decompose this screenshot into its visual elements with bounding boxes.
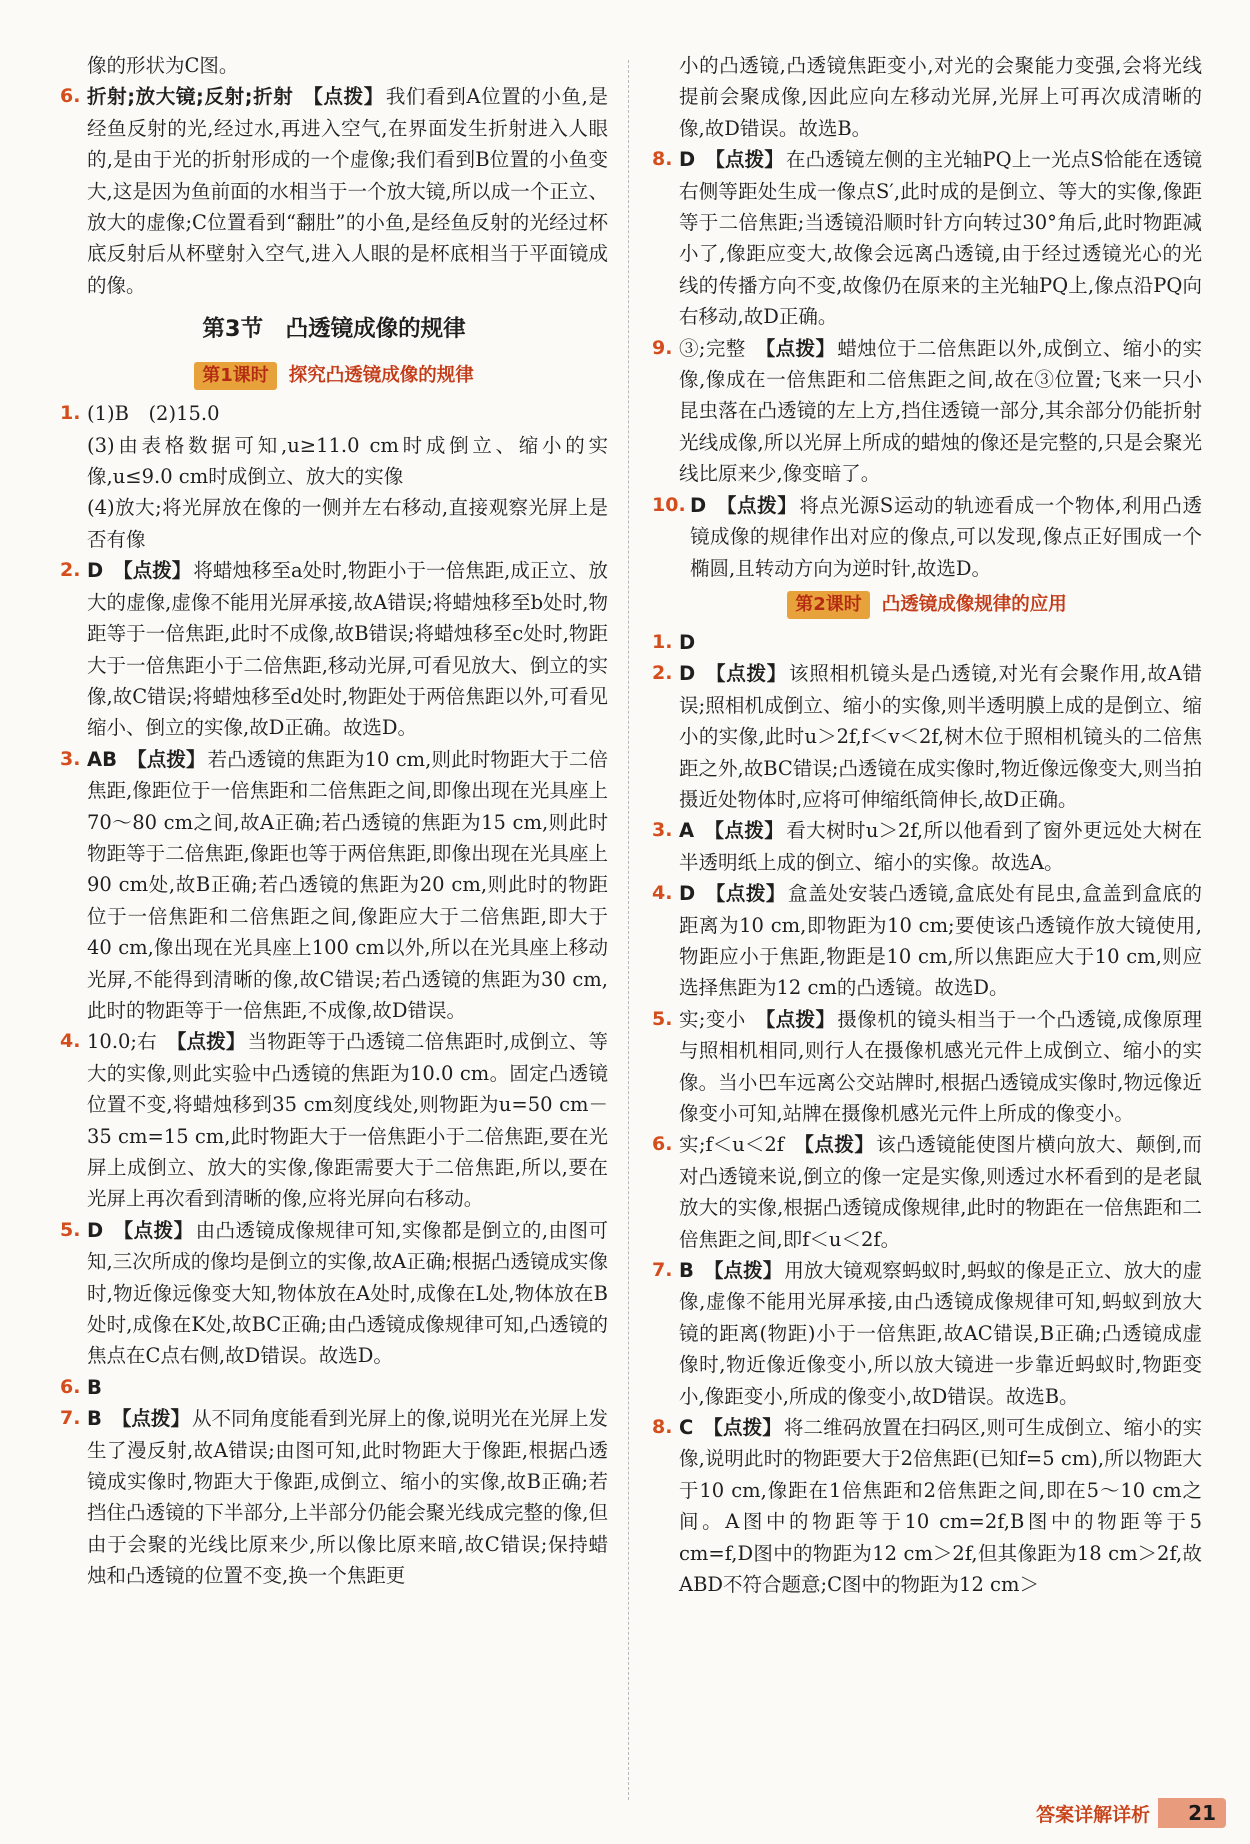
answer-item: 1. (1)B (2)15.0 (3)由表格数据可知,u≥11.0 cm时成倒立、缩小的实像,u≤9.0 cm时成倒立、放大的实像 (4)放大;将光屏放在像的一侧并左右移动,直接观察光屏上是否有像 [60,402,608,551]
answer-item: 8. C 【点拨】 将二维码放置在扫码区,则可生成倒立、缩小的实像,说明此时的物距要大于2倍焦距(已知f=5 cm),所以物距大于10 cm,像距在1倍焦距和2倍焦距之间,即在5～10 cm之间。A图中的物距等于10 cm=2f,B图中的物距等于5 cm=f,D图中的物距为12 cm＞2f,但其像距为18 cm＞2f,故ABD不符合题意;C图中的物距为12 cm＞ [652,1416,1202,1597]
answer-item: 9. ③;完整 【点拨】 蜡烛位于二倍焦距以外,成倒立、缩小的实像,像成在一倍焦距和二倍焦距之间,故在③位置;飞来一只小昆虫落在凸透镜的左上方,挡住透镜一部分,其余部分仍能折射光线成像,所以光屏上所成的蜡烛的像还是完整的,只是会聚光线比原来少,像变暗了。 [652,336,1202,486]
page-number: 21 [1158,1798,1226,1828]
answer-item: 10. D 【点拨】 将点光源S运动的轨迹看成一个物体,利用凸透镜成像的规律作出对应的像点,可以发现,像点正好围成一个椭圆,且转动方向为逆时针,故选D。 [652,493,1202,580]
answer-item: 5. 实;变小 【点拨】 摄像机的镜头相当于一个凸透镜,成像原理与照相机相同,则行人在摄像机感光元件上成倒立、缩小的实像。当小巴车远离公交站牌时,根据凸透镜成实像时,物远像近像变小可知,站牌在摄像机感光元件上所成的像变小。 [652,1007,1202,1125]
section-title: 第3节 凸透镜成像的规律 [202,316,466,343]
right-column [652,50,1202,1601]
continued-text: 像的形状为C图。 [87,54,239,77]
lesson-heading [60,355,608,396]
answer-item: 7. B 【点拨】 用放大镜观察蚂蚁时,蚂蚁的像是正立、放大的虚像,虚像不能用光屏承接,由凸透镜成像规律可知,蚂蚁到放大镜的距离(物距)小于一倍焦距,故AC错误,B正确;凸透镜成虚像时,物近像近像变小,所以放大镜进一步靠近蚂蚁时,物距变小,像距变小,所成的像变小,故D错误。故选B。 [652,1259,1202,1408]
lesson-badge: 第1课时 [194,362,277,390]
answer-item: 8. D 【点拨】 在凸透镜左侧的主光轴PQ上一光点S恰能在透镜右侧等距处生成一像点S′,此时成的是倒立、等大的实像,像距等于二倍焦距;当透镜沿顺时针方向转过30°角后,此时物距减小了,像距应变大,故像会远离凸透镜,由于经过透镜光心的光线的传播方向不变,故像仍在原来的主光轴PQ上,像点沿PQ向右移动,故D正确。 [652,148,1202,329]
answer-item: 3. A 【点拨】 看大树时u＞2f,所以他看到了窗外更远处大树在半透明纸上成的倒立、缩小的实像。故选A。 [652,819,1202,874]
answer-item: 6. B [60,1375,102,1399]
answer-item: 7. B 【点拨】 从不同角度能看到光屏上的像,说明光在光屏上发生了漫反射,故A错误;由图可知,此时物距大于像距,根据凸透镜成实像时,物距大于像距,成倒立、缩小的实像,故B正确;若挡住凸透镜的下半部分,上半部分仍能会聚光线成完整的像,但由于会聚的光线比原来少,所以像比原来暗,故C错误;保持蜡烛和凸透镜的位置不变,换一个焦距更 [60,1407,608,1588]
lesson-badge: 第2课时 [787,591,870,619]
answer-item: 6. 实;f＜u＜2f 【点拨】 该凸透镜能使图片横向放大、颠倒,而对凸透镜来说,倒立的像一定是实像,则透过水杯看到的是老鼠放大的实像,根据凸透镜成像规律,此时的物距在一倍焦距和二倍焦距之间,即f＜u＜2f。 [652,1133,1202,1251]
answer-item: 3. AB 【点拨】 若凸透镜的焦距为10 cm,则此时物距大于二倍焦距,像距位于一倍焦距和二倍焦距之间,即像出现在光具座上70～80 cm之间,故A正确;若凸透镜的焦距为15 cm,则此时物距等于二倍焦距,像距也等于两倍焦距,即像出现在光具座上90 cm处,故B正确;若凸透镜的焦距为20 cm,则此时的物距位于一倍焦距和二倍焦距之间,像距应大于二倍焦距,即大于40 cm,像出现在光具座上100 cm以外,所以在光具座上移动光屏,不能得到清晰的像,故C错误;若凸透镜的焦距为30 cm,此时的物距等于一倍焦距,不成像,故D错误。 [60,747,608,1022]
answer-item: 1. D [652,630,696,654]
lesson-title: 凸透镜成像规律的应用 [881,593,1067,615]
answer-item: 5. D 【点拨】 由凸透镜成像规律可知,实像都是倒立的,由图可知,三次所成的像均是倒立的实像,故A正确;根据凸透镜成实像时,物近像远像变大知,物体放在A处时,成像在L处,物体放在B处时,成像在K处,故BC正确;由凸透镜成像规律可知,凸透镜的焦点在C点右侧,故D错误。故选D。 [60,1218,608,1368]
continued-text: 小的凸透镜,凸透镜焦距变小,对光的会聚能力变强,会将光线提前会聚成像,因此应向左移动光屏,光屏上可再次成清晰的像,故D错误。故选B。 [679,54,1202,140]
column-divider [628,60,629,1800]
answer-item: 6. 折射;放大镜;反射;折射 【点拨】 我们看到A位置的小鱼,是经鱼反射的光,经过水,再进入空气,在界面发生折射进入人眼的,是由于光的折射形成的一个虚像;我们看到B位置的小鱼变大,这是因为鱼前面的水相当于一个放大镜,所以成一个正立、放大的虚像;C位置看到“翻肚”的小鱼,是经鱼反射的光经过杯底反射后从杯壁射入空气,进入人眼的是杯底相当于平面镜成的像。 [60,85,608,297]
answer-item: 2. D 【点拨】 该照相机镜头是凸透镜,对光有会聚作用,故A错误;照相机成倒立、缩小的实像,则半透明膜上成的是倒立、缩小的实像,此时u＞2f,f＜v＜2f,树木位于照相机镜头的二倍焦距之外,故BC错误;凸透镜在成实像时,物近像远像变大,则当拍摄近处物体时,应将可伸缩纸筒伸长,故D正确。 [652,662,1202,811]
lesson-heading [652,584,1202,625]
answer-item: 4. 10.0;右 【点拨】 当物距等于凸透镜二倍焦距时,成倒立、等大的实像,则此实验中凸透镜的焦距为10.0 cm。固定凸透镜位置不变,将蜡烛移到35 cm刻度线处,则物距为u=50 cm－35 cm=15 cm,此时物距大于一倍焦距小于二倍焦距,要在光屏上成倒立、放大的实像,像距需要大于二倍焦距,所以,要在光屏上再次看到清晰的像,应将光屏向右移动。 [60,1030,608,1211]
lesson-title: 探究凸透镜成像的规律 [288,365,474,387]
footer-label: 答案详解详析 [1036,1803,1151,1826]
answer-item: 4. D 【点拨】 盒盖处安装凸透镜,盒底处有昆虫,盒盖到盒底的距离为10 cm,即物距为10 cm;要使该凸透镜作放大镜使用,物距应小于焦距,物距是10 cm,所以焦距应大于10 cm,则应选择焦距为12 cm的凸透镜。故选D。 [652,882,1202,1000]
left-column [60,50,608,1592]
answer-item: 2. D 【点拨】 将蜡烛移至a处时,物距小于一倍焦距,成正立、放大的虚像,虚像不能用光屏承接,故A错误;将蜡烛移至b处时,物距等于一倍焦距,此时不成像,故B错误;将蜡烛移至c处时,物距大于一倍焦距小于二倍焦距,移动光屏,可看见放大、倒立的实像,故C错误;将蜡烛移至d处时,物距处于两倍焦距以外,可看见缩小、倒立的实像,故D正确。故选D。 [60,559,608,740]
page-footer [1036,1796,1226,1830]
